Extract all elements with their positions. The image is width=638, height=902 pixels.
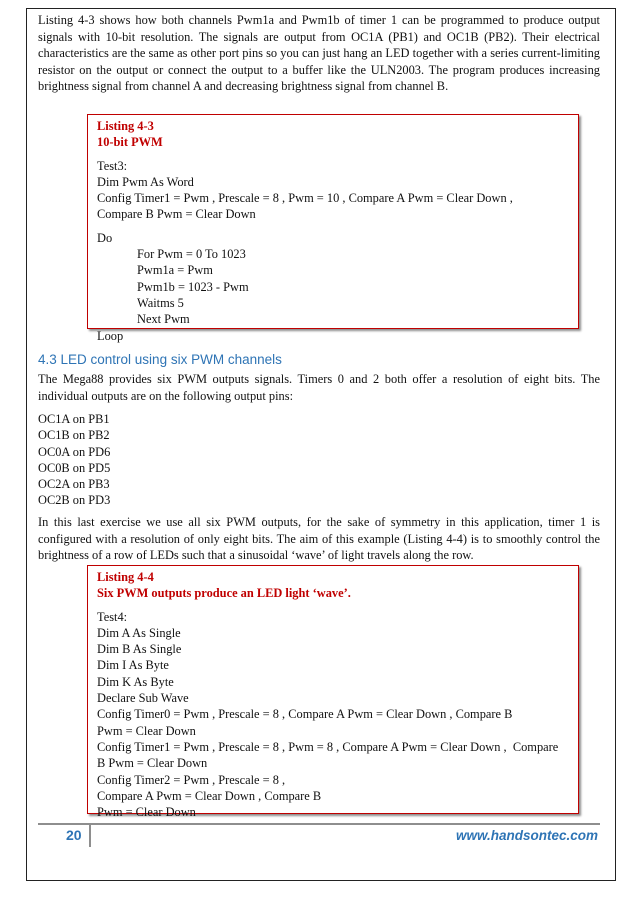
page-number-divider (89, 825, 91, 847)
code-line: Waitms 5 (137, 295, 184, 310)
intro-paragraph: Listing 4-3 shows how both channels Pwm1a and Pwm1b of timer 1 can be programmed to produce output signals with 10-bit resolution. The signals are output from OC1A (PB1) and OC1B (PB2). Their electrical characteristics are the same as other port pins so you can just hang an LED together with a series current-limiting resistor on the output or connect the output to a buffer like the ULN2003. The program produces increasing brightness signal from channel A and decreasing brightness signal from channel B. (38, 13, 600, 94)
page-number: 20 (66, 827, 82, 843)
code-line: Test4: (97, 609, 128, 624)
code-line: Config Timer0 = Pwm , Prescale = 8 , Compare A Pwm = Clear Down , Compare B (97, 707, 513, 722)
code-line: Pwm = Clear Down (97, 805, 196, 820)
pin-item: OC2B on PD3 (38, 493, 111, 508)
listing-4-3-box (87, 114, 579, 343)
footer-website-link[interactable]: www.handsontec.com (455, 828, 598, 843)
code-line: Loop (97, 328, 124, 343)
listing-4-4-title: Listing 4-4 (97, 570, 154, 584)
code-line: Test3: (97, 158, 128, 173)
code-line: Dim B As Single (97, 642, 182, 657)
code-line: Compare A Pwm = Clear Down , Compare B (97, 788, 322, 803)
listing-4-4-box (87, 565, 579, 820)
code-line: Declare Sub Wave (97, 691, 189, 706)
code-line: Config Timer1 = Pwm , Prescale = 8 , Pwm = 8 , Compare A Pwm = Clear Down , Compare (97, 739, 559, 754)
code-line: Dim Pwm As Word (97, 174, 194, 189)
pin-item: OC2A on PB3 (38, 477, 110, 492)
listing-4-4-subtitle: Six PWM outputs produce an LED light ‘wave’. (97, 586, 351, 601)
pin-item: OC1A on PB1 (38, 412, 110, 426)
code-line: Pwm = Clear Down (97, 723, 196, 738)
code-line: Pwm1b = 1023 - Pwm (137, 279, 249, 294)
code-line: Dim A As Single (97, 625, 181, 640)
pin-item: OC0A on PD6 (38, 444, 111, 459)
code-line: For Pwm = 0 To 1023 (137, 247, 246, 262)
exercise-paragraph: In this last exercise we use all six PWM outputs, for the sake of symmetry in this application, timer 1 is configured with a resolution of only eight bits. The aim of this example (Listing 4-4) is to smoothly control the brightness of a row of LEDs such that a sinusoidal ‘wave’ of light travels along the row. (38, 515, 600, 563)
code-line: Do (97, 230, 113, 245)
footer-divider (38, 823, 600, 825)
code-line: Compare B Pwm = Clear Down (97, 207, 256, 222)
listing-4-3-subtitle: 10-bit PWM (97, 135, 163, 150)
section-heading: 4.3 LED control using six PWM channels (38, 352, 282, 367)
pin-item: OC0B on PD5 (38, 460, 111, 475)
pin-list (38, 411, 110, 509)
code-line: Dim K As Byte (97, 674, 174, 689)
code-line: Config Timer1 = Pwm , Prescale = 8 , Pwm = 10 , Compare A Pwm = Clear Down , (97, 191, 513, 206)
pin-item: OC1B on PB2 (38, 428, 110, 443)
section-paragraph: The Mega88 provides six PWM outputs signals. Timers 0 and 2 both offer a resolution of eight bits. The individual outputs are on the following output pins: (38, 372, 600, 403)
code-line: Pwm1a = Pwm (137, 263, 213, 278)
code-line: B Pwm = Clear Down (97, 756, 208, 771)
code-line: Dim I As Byte (97, 658, 169, 673)
code-line: Config Timer2 = Pwm , Prescale = 8 , (97, 772, 286, 787)
code-line: Next Pwm (137, 312, 190, 327)
listing-4-3-title: Listing 4-3 (97, 119, 154, 133)
